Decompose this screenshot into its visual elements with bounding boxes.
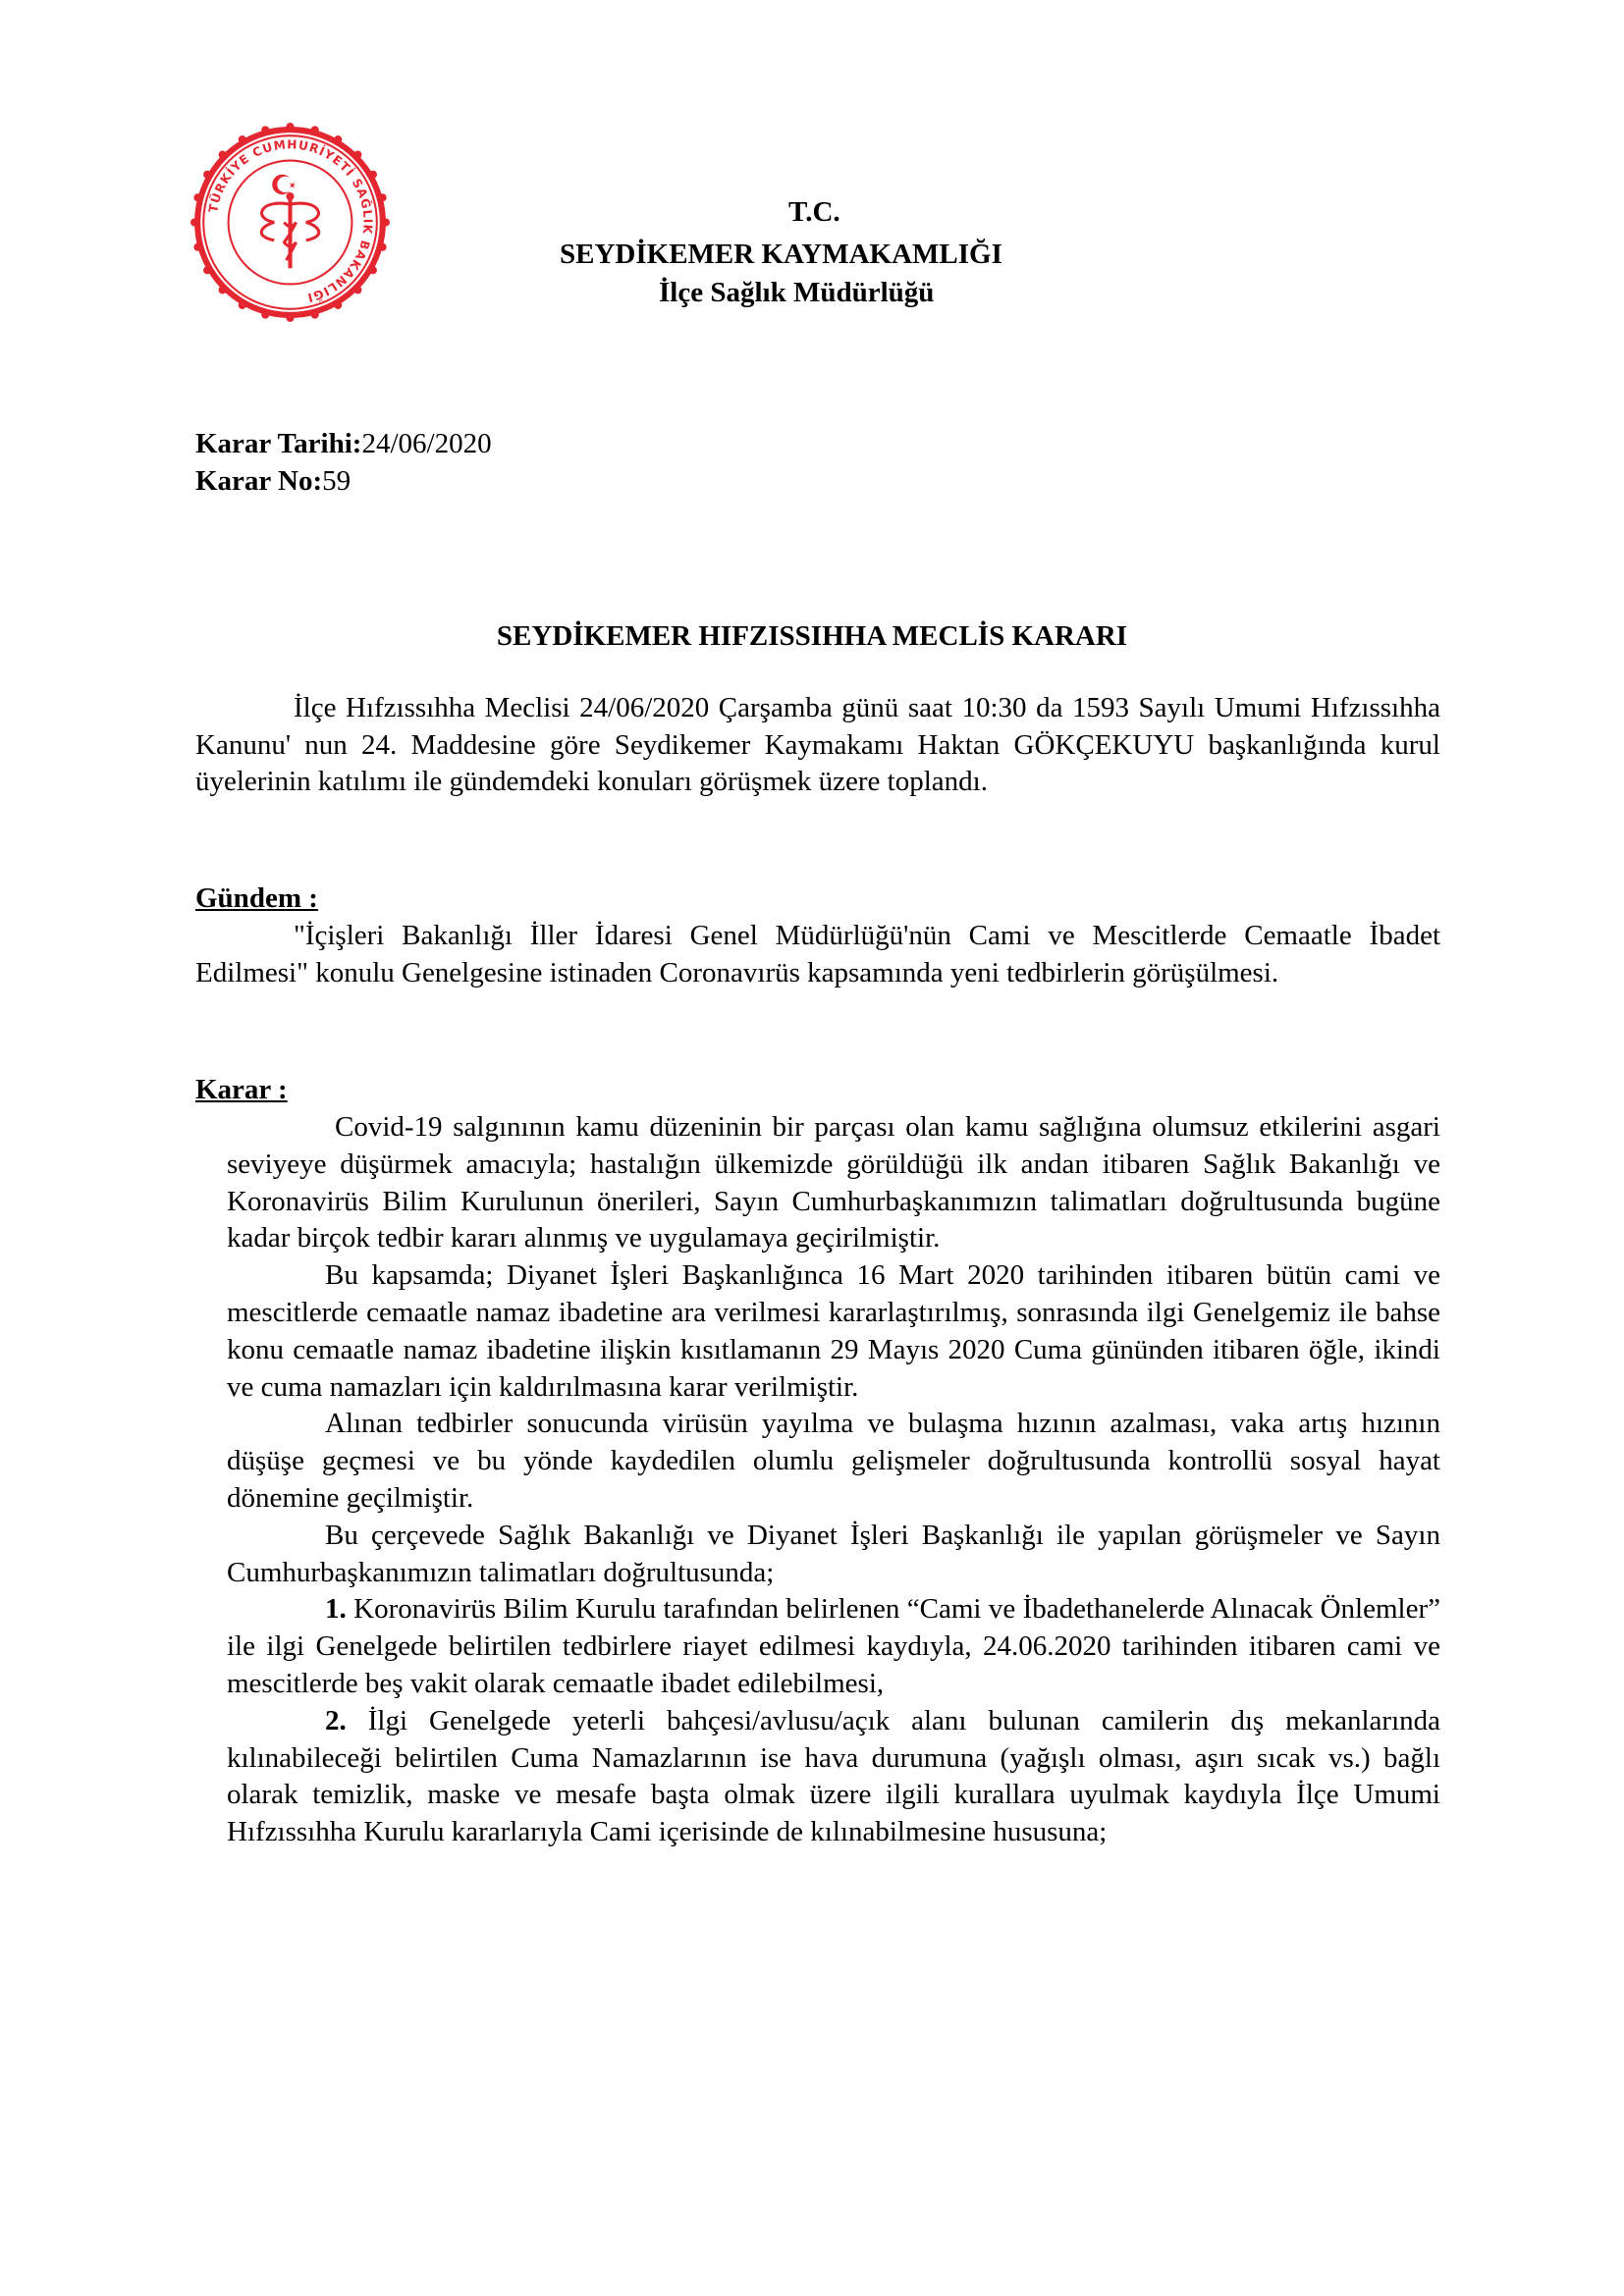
karar-paragraph-1: Covid-19 salgınının kamu düzeninin bir parçası olan kamu sağlığına olumsuz etkilerini asgari seviyeye düşürmek amacıyla; hastalığın ülkemizde görüldüğü ilk andan itibaren Sağlık Bakanlığı ve Koronavirüs Bilim Kurulunun önerileri, Sayın Cumhurbaşkanımızın talimatları doğrultusunda bugüne kadar birçok tedbir kararı alınmış ve uygulamaya geçirilmiştir. — [227, 1111, 1440, 1255]
karar-paragraph-2: Bu kapsamda; Diyanet İşleri Başkanlığınca 16 Mart 2020 tarihinden itibaren bütün cami ve mescitlerde cemaatle namaz ibadetine ara verilmesi kararlaştırılmış, sonrasında ilgi Genelgemiz ile bahse konu cemaatle namaz ibadetine ilişkin kısıtlamanın 29 Mayıs 2020 Cuma gününden itibaren öğle, ikindi ve cuma namazları için kaldırılmasına karar verilmiştir. — [227, 1259, 1440, 1403]
gundem-label: Gündem : — [195, 882, 318, 914]
karar-item-1-number: 1. — [325, 1593, 347, 1626]
karar-item-2-text: İlgi Genelgede yeterli bahçesi/avlusu/açık alanı bulunan camilerin dış mekanlarında kılınabileceği belirtilen Cuma Namazlarının ise hava durumuna (yağışlı olması, aşırı sıcak vs.) bağlı olarak temizlik, maske ve mesafe başta olmak üzere ilgili kurallara uyulmak kaydıyla İlçe Umumi Hıfzıssıhha Kurulu kararlarıyla Cami içerisinde de kılınabilmesine hususuna; — [227, 1704, 1440, 1848]
header-mudurluk: İlçe Sağlık Müdürlüğü — [659, 277, 935, 308]
karar-body — [227, 1109, 1440, 1851]
karar-no-label: Karar No: — [195, 465, 323, 497]
karar-item-1-text: Koronavirüs Bilim Kurulu tarafından belirlenen “Cami ve İbadethanelerde Alınacak Önlemler” ile ilgi Genelgede belirtilen tedbirlere riayet edilmesi kaydıyla, 24.06.2020 tarihinden itibaren cami ve mescitlerde beş vakit olarak cemaatle ibadet edilebilmesi, — [227, 1593, 1441, 1699]
ministry-seal-logo — [190, 123, 390, 322]
karar-tarihi-line — [195, 426, 492, 461]
karar-paragraph-4: Bu çerçevede Sağlık Bakanlığı ve Diyanet İşleri Başkanlığı ile yapılan görüşmeler ve Sayın Cumhurbaşkanımızın talimatları doğrultusunda; — [227, 1519, 1440, 1588]
karar-tarihi-label: Karar Tarihi: — [195, 428, 362, 459]
seal-ring-text: TÜRKİYE CUMHURİYETİ SAĞLIK BAKANLIĞI — [206, 137, 375, 305]
karar-tarihi-value: 24/06/2020 — [361, 428, 492, 459]
gundem-paragraph: "İçişleri Bakanlığı İller İdaresi Genel Müdürlüğü'nün Cami ve Mescitlerde Cemaatle İbadet Edilmesi" konulu Genelgesine istinaden Coronavırüs kapsamında yeni tedbirlerin görüşülmesi. — [195, 920, 1440, 988]
karar-label: Karar : — [195, 1074, 288, 1105]
header-kaymakamlik: SEYDİKEMER KAYMAKAMLIĞI — [560, 239, 1002, 270]
karar-item-2-number: 2. — [325, 1704, 347, 1736]
karar-no-value: 59 — [322, 465, 352, 497]
header-tc: T.C. — [788, 196, 840, 228]
karar-item-1 — [227, 1591, 1440, 1702]
karar-paragraph-3: Alınan tedbirler sonucunda virüsün yayılma ve bulaşma hızının azalması, vaka artış hızının düşüşe geçmesi ve bu yönde kaydedilen olumlu gelişmeler doğrultusunda kontrollü sosyal hayat dönemine geçilmiştir. — [227, 1408, 1440, 1514]
karar-item-2 — [227, 1703, 1440, 1851]
intro-paragraph: İlçe Hıfzıssıhha Meclisi 24/06/2020 Çarşamba günü saat 10:30 da 1593 Sayılı Umumi Hıfzıssıhha Kanunu' nun 24. Maddesine göre Seydikemer Kaymakamı Haktan GÖKÇEKUYU başkanlığında kurul üyelerinin katılımı ile gündemdeki konuları görüşmek üzere toplandı. — [195, 692, 1440, 797]
karar-no-line — [195, 463, 351, 499]
document-title: SEYDİKEMER HIFZISSIHHA MECLİS KARARI — [496, 620, 1128, 652]
